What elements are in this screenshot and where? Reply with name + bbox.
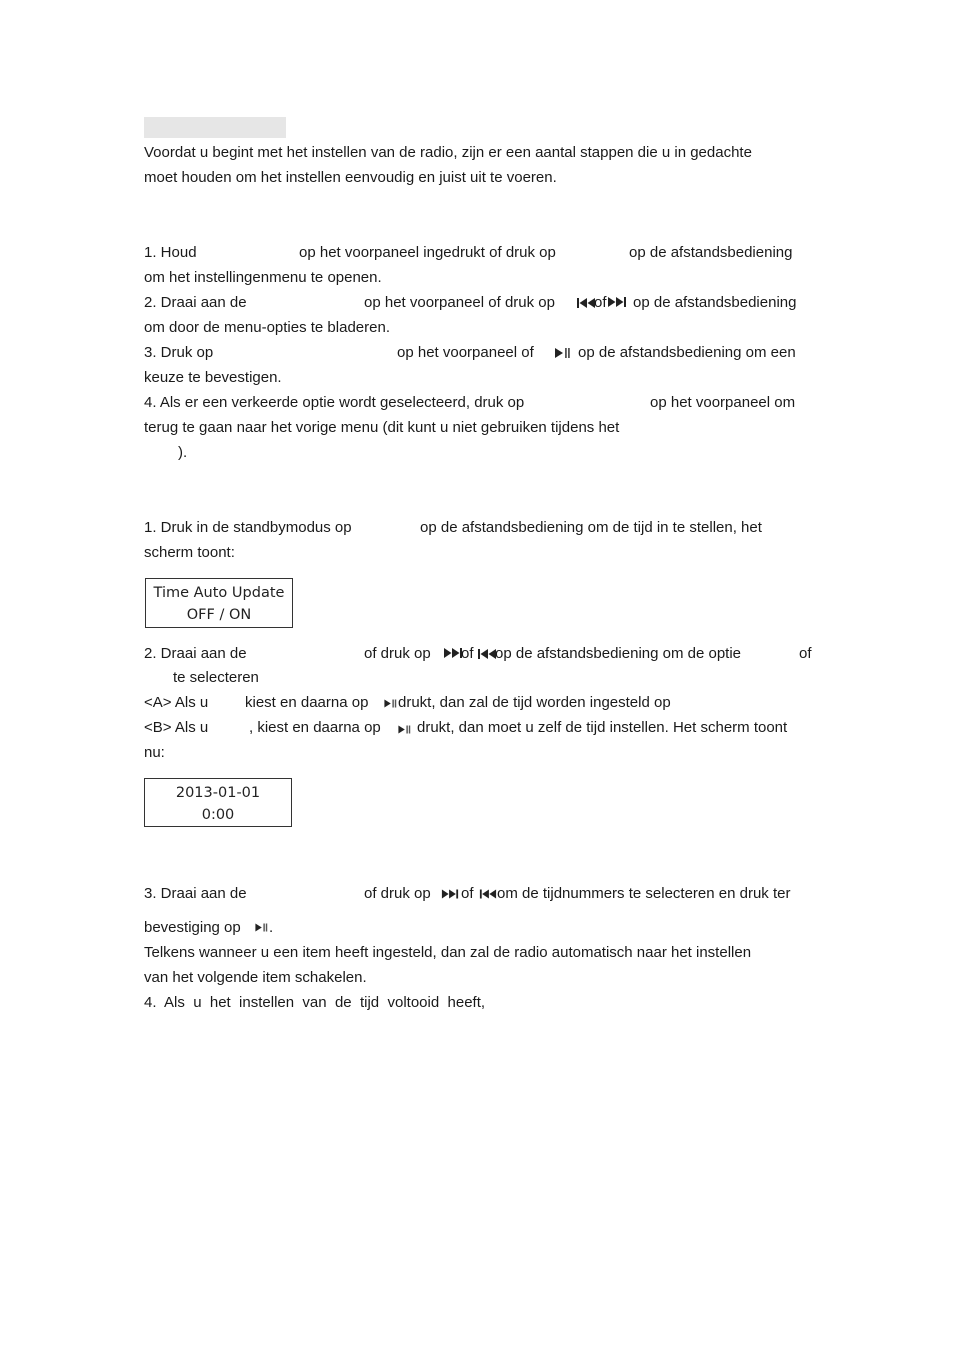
time-step3-text-c: om de tijdnummers te selecteren en druk ter	[497, 885, 791, 902]
play-pause-icon	[396, 724, 412, 735]
step4-text-a: 4. Als er een verkeerde optie wordt geselecteerd, druk op	[144, 394, 525, 411]
lcd-date: 2013-01-01	[175, 785, 261, 801]
next-track-icon	[441, 888, 459, 900]
time-step2-text-e: te selecteren	[173, 669, 259, 686]
option-a-text-c: drukt, dan zal de tijd worden ingesteld op	[398, 694, 671, 711]
time-step3-of: of	[461, 885, 474, 902]
play-pause-icon	[552, 347, 572, 359]
time-step2-of: of	[461, 645, 474, 662]
lcd-time: 0:00	[201, 807, 235, 823]
time-step2-text-b: of druk op	[364, 645, 431, 662]
prev-track-icon	[576, 297, 596, 309]
lcd-line-1: Time Auto Update	[153, 585, 285, 601]
prev-track-icon	[479, 888, 497, 900]
step2-text-b: op het voorpaneel of druk op	[364, 294, 555, 311]
prev-track-icon	[477, 648, 497, 660]
step1-text-c: op de afstandsbediening	[629, 244, 793, 261]
time-step2-text-a: 2. Draai aan de	[144, 645, 247, 662]
step1-text-d: om het instellingenmenu te openen.	[144, 269, 382, 286]
lcd-line-2: OFF / ON	[186, 607, 252, 623]
step4-text-b: op het voorpaneel om	[650, 394, 796, 411]
step1-text-b: op het voorpaneel ingedrukt of druk op	[299, 244, 556, 261]
step3-text-c: op de afstandsbediening om een	[578, 344, 796, 361]
time-step3-dot: .	[269, 919, 274, 936]
next-track-icon	[443, 647, 463, 659]
option-b-text-a: <B> Als u	[144, 719, 209, 736]
step2-text-d: om door de menu-opties te bladeren.	[144, 319, 390, 336]
time-step3-text-b: of druk op	[364, 885, 431, 902]
time-step1-text-b: op de afstandsbediening om de tijd in te stellen, het	[420, 519, 762, 536]
option-a-text-b: kiest en daarna op	[245, 694, 369, 711]
step1-text-a: 1. Houd	[144, 244, 197, 261]
time-step2-text-c: op de afstandsbediening om de optie	[495, 645, 742, 662]
time-step3-text-d: bevestiging op	[144, 919, 241, 936]
time-step4-text: 4. Als u het instellen van de tijd voltooid heeft,	[144, 994, 486, 1011]
lcd-display-auto-update	[145, 578, 293, 628]
option-b-text-b: , kiest en daarna op	[249, 719, 381, 736]
next-track-icon	[607, 296, 627, 308]
time-step1-text-c: scherm toont:	[144, 544, 235, 561]
step3-text-b: op het voorpaneel of	[397, 344, 534, 361]
section-heading-placeholder	[144, 117, 286, 138]
step2-of: of	[594, 294, 607, 311]
time-step2-text-d: of	[799, 645, 812, 662]
step2-text-c: op de afstandsbediening	[633, 294, 797, 311]
intro-line-2: moet houden om het instellen eenvoudig en juist uit te voeren.	[144, 169, 557, 186]
time-step3-text-a: 3. Draai aan de	[144, 885, 247, 902]
option-a-text-a: <A> Als u	[144, 694, 209, 711]
time-step1-text-a: 1. Druk in de standbymodus op	[144, 519, 352, 536]
option-b-text-c: drukt, dan moet u zelf de tijd instellen. Het scherm toont	[417, 719, 788, 736]
step4-text-c: terug te gaan naar het vorige menu (dit kunt u niet gebruiken tijdens het	[144, 419, 620, 436]
play-pause-icon	[253, 922, 269, 933]
step2-text-a: 2. Draai aan de	[144, 294, 247, 311]
lcd-display-date-time	[144, 778, 292, 827]
play-pause-icon	[382, 698, 398, 709]
option-b-text-d: nu:	[144, 744, 165, 761]
time-step3-text-f: van het volgende item schakelen.	[144, 969, 367, 986]
time-step3-text-e: Telkens wanneer u een item heeft ingesteld, dan zal de radio automatisch naar het instellen	[144, 944, 752, 961]
step3-text-a: 3. Druk op	[144, 344, 214, 361]
step4-text-d: ).	[178, 444, 188, 461]
step3-text-d: keuze te bevestigen.	[144, 369, 282, 386]
intro-line-1: Voordat u begint met het instellen van de radio, zijn er een aantal stappen die u in gedachte	[144, 144, 752, 161]
